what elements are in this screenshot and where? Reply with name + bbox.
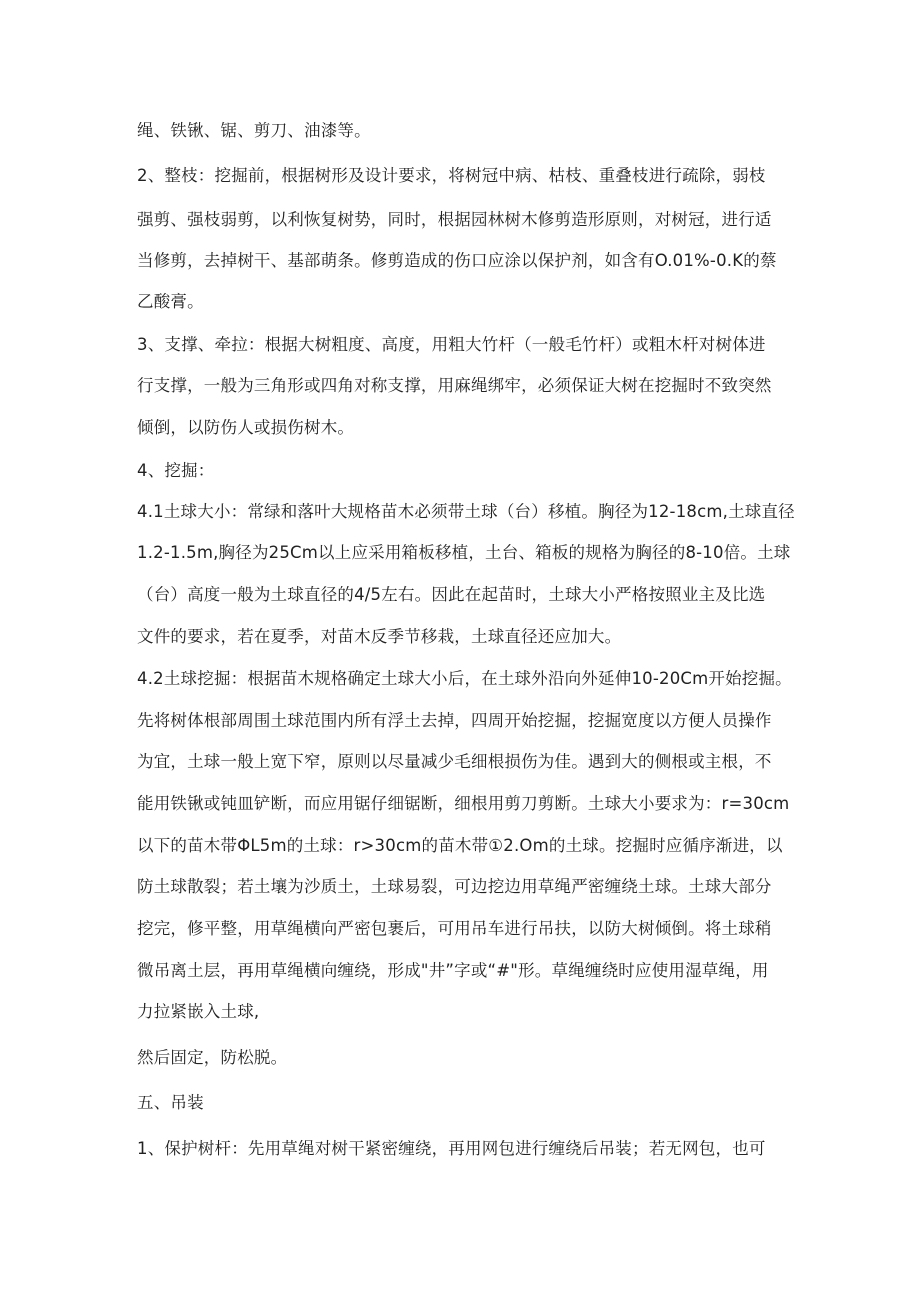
text-line: 以下的苗木带ΦL5m的土球：r>30cm的苗木带①2.Om的土球。挖掘时应循序渐进，以 — [137, 836, 783, 855]
text-line: （台）高度一般为土球直径的4/5左右。因此在起苗时，土球大小严格按照业主及比选 — [137, 585, 766, 604]
text-line: 3、支撑、牵拉：根据大树粗度、高度，用粗大竹杆（一般毛竹杆）或粗木杆对树体进 — [137, 335, 766, 354]
text-line: 1、保护树杆：先用草绳对树干紧密缠绕，再用网包进行缠绕后吊装；若无网包，也可 — [137, 1139, 766, 1158]
text-line: 倾倒，以防伤人或损伤树木。 — [137, 418, 355, 437]
text-line: 绳、铁锹、锯、剪刀、油漆等。 — [137, 121, 371, 140]
text-line: 当修剪，去掉树干、基部萌条。修剪造成的伤口应涂以保护剂，如含有O.01%-0.K的蔡 — [137, 251, 777, 270]
section-heading: 五、吊装 — [137, 1093, 204, 1112]
text-line: 能用铁锹或钝皿铲断，而应用锯仔细锯断，细根用剪刀剪断。土球大小要求为：r=30cm — [137, 794, 790, 813]
text-line: 行支撑，一般为三角形或四角对称支撑，用麻绳绑牢，必须保证大树在挖掘时不致突然 — [137, 376, 772, 395]
text-line: 1.2-1.5m,胸径为25Cm以上应采用箱板移植，土台、箱板的规格为胸径的8-10倍。土球 — [137, 543, 791, 562]
text-line: 4.1土球大小：常绿和落叶大规格苗木必须带土球（台）移植。胸径为12-18cm,土球直径 — [137, 502, 795, 521]
text-line: 文件的要求，若在夏季，对苗木反季节移栽，土球直径还应加大。 — [137, 627, 622, 646]
text-line: 强剪、强枝弱剪，以利恢复树势，同时，根据园林树木修剪造形原则，对树冠，进行适 — [137, 210, 772, 229]
text-line: 微吊离土层，再用草绳横向缠绕，形成"井”字或“#"形。草绳缠绕时应使用湿草绳，用 — [137, 961, 769, 980]
text-line: 力拉紧嵌入土球, — [137, 1002, 260, 1021]
text-line: 挖完，修平整，用草绳横向严密包裹后，可用吊车进行吊扶，以防大树倾倒。将土球稍 — [137, 919, 772, 938]
text-line: 2、整枝：挖掘前，根据树形及设计要求，将树冠中病、枯枝、重叠枝进行疏除，弱枝 — [137, 166, 766, 185]
text-line: 乙酸膏。 — [137, 292, 204, 311]
text-line: 4、挖掘： — [137, 461, 215, 480]
text-line: 4.2土球挖掘：根据苗木规格确定土球大小后，在土球外沿向外延伸10-20Cm开始挖掘。 — [137, 669, 792, 688]
text-line: 防土球散裂；若土壤为沙质土，土球易裂，可边挖边用草绳严密缠绕土球。土球大部分 — [137, 877, 772, 896]
text-line: 先将树体根部周围土球范围内所有浮土去掉，四周开始挖掘，挖掘宽度以方便人员操作 — [137, 711, 772, 730]
text-line: 然后固定，防松脱。 — [137, 1048, 288, 1067]
text-line: 为宜，土球一般上宽下窄，原则以尽量减少毛细根损伤为佳。遇到大的侧根或主根，不 — [137, 752, 772, 771]
